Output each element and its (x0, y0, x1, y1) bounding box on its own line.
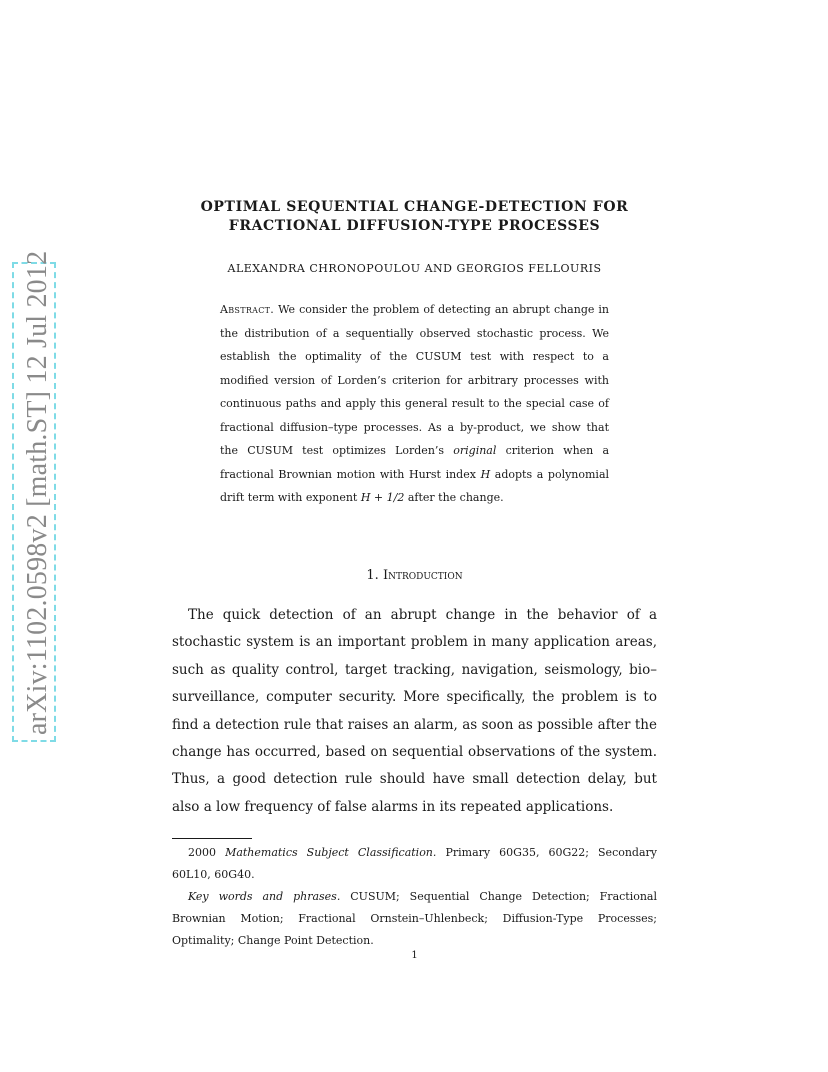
keywords-label: Key words and phrases. (188, 890, 341, 903)
intro-paragraph: The quick detection of an abrupt change in the behavior of a stochastic system is an important problem in many application areas, such as quality control, target tracking, navigation, seismology, bio–surveillance, computer security. More specifically, the problem is to find a detection rule that raises an alarm, as soon as possible after the change has occurred, based on sequential observations of the system. Thus, a good detection rule should have small detection delay, but also a low frequency of false alarms in its repeated applications. (172, 607, 657, 815)
authors: ALEXANDRA CHRONOPOULOU AND GEORGIOS FELLOURIS (227, 262, 602, 275)
arxiv-identifier: arXiv:1102.0598v2 [math.ST] 12 Jul 2012 (22, 250, 53, 735)
page-number: 1 (411, 950, 418, 961)
footnote-keywords (172, 886, 657, 952)
abstract-emphasis: original (453, 444, 497, 457)
title-line-2: FRACTIONAL DIFFUSION-TYPE PROCESSES (228, 218, 601, 234)
introduction-body (172, 602, 657, 821)
keywords-text: CUSUM; Sequential Change Detection; Fractional Brownian Motion; Fractional Ornstein–Uhlenbeck; Diffusion-Type Processes; Optimality; Change Point Detection. (172, 890, 658, 947)
section-heading (172, 568, 657, 583)
msc-year: 2000 (188, 846, 216, 859)
msc-label: Mathematics Subject Classification. (225, 846, 437, 859)
abstract-text-3: adopts a polynomial drift term with exponent (220, 467, 610, 504)
abstract-text-2: criterion when a fractional Brownian motion with Hurst index (220, 444, 610, 481)
abstract-heading: Abstract. (220, 303, 275, 316)
abstract-text-4: after the change. (407, 491, 504, 504)
footnotes (172, 842, 657, 952)
section-title-text: Introduction (382, 568, 463, 583)
msc-text: Primary 60G35, 60G22; Secondary 60L10, 60G40. (172, 846, 658, 881)
paper-title (172, 198, 657, 236)
abstract-math-exponent: H + 1/2 (360, 491, 405, 504)
abstract-math-h: H (480, 467, 491, 481)
abstract-text-1: We consider the problem of detecting an abrupt change in the distribution of a sequentially observed stochastic process. We establish the optimality of the CUSUM test with respect to a modified version of Lorden’s criterion for arbitrary processes with continuous paths and apply this general result to the special case of fractional diffusion–type processes. As a by-product, we show that the CUSUM test optimizes Lorden’s (220, 303, 610, 457)
footnote-rule (172, 838, 252, 839)
title-line-1: OPTIMAL SEQUENTIAL CHANGE-DETECTION FOR (200, 199, 629, 215)
abstract (220, 298, 609, 510)
section-number: 1. (366, 568, 379, 583)
footnote-msc (172, 842, 657, 886)
